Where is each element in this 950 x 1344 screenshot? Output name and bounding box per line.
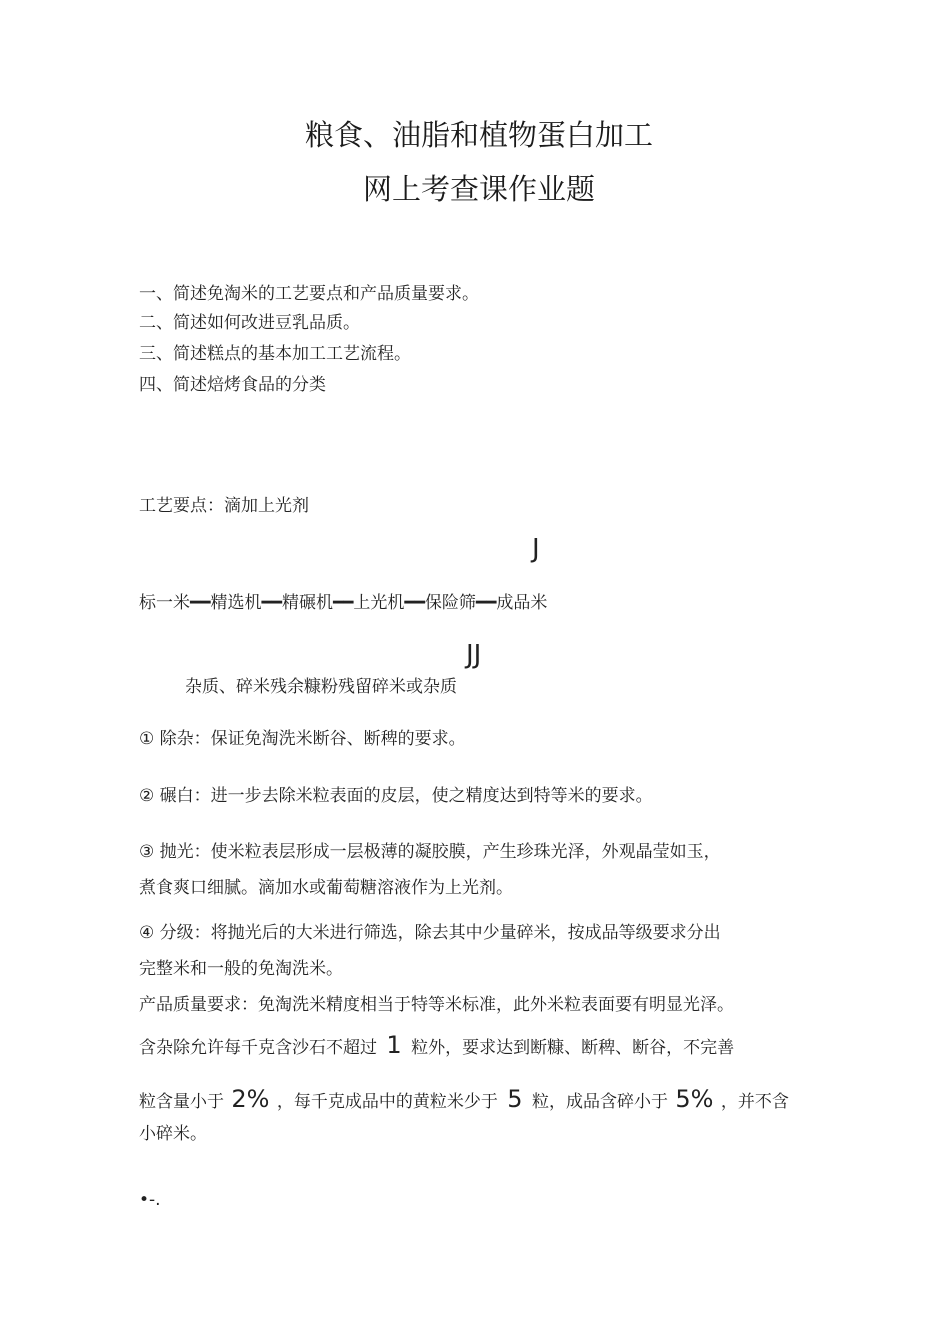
quality-line-2 [139, 1033, 734, 1057]
quality-number-3: 5 [507, 1085, 523, 1113]
quality-line-2-a: 含杂除允许每千克含沙石不超过 [139, 1038, 377, 1058]
process-flow: 标一米━━精选机━━精碾机━━上光机━━保险筛━━成品米 [139, 593, 548, 613]
step-1: ① 除杂：保证免淘洗米断谷、断稗的要求。 [139, 729, 466, 749]
question-4: 四、简述焙烤食品的分类 [139, 375, 326, 395]
question-1: 一、简述免淘米的工艺要点和产品质量要求。 [139, 284, 479, 304]
step-2: ② 碾白：进一步去除米粒表面的皮层，使之精度达到特等米的要求。 [139, 786, 653, 806]
question-3: 三、简述糕点的基本加工工艺流程。 [139, 344, 411, 364]
quality-line-3-d: ，并不含 [720, 1092, 789, 1112]
quality-line-4: 小碎米。 [139, 1124, 207, 1144]
quality-number-4: 5% [675, 1085, 714, 1113]
quality-line-2-b: 粒外，要求达到断糠、断稗、断谷，不完善 [411, 1038, 735, 1058]
step-3: ③ 抛光：使米粒表层形成一层极薄的凝胶膜，产生珍珠光泽，外观晶莹如玉， [139, 842, 721, 862]
quality-line-3 [139, 1087, 789, 1111]
quality-number-1: 1 [386, 1031, 402, 1059]
byproducts-line: 杂质、碎米残余糠粉残留碎米或杂质 [185, 677, 457, 697]
arrow-bottom: JJ [466, 640, 482, 670]
quality-line-3-a: 粒含量小于 [139, 1092, 224, 1112]
quality-line-3-c: 粒，成品含碎小于 [531, 1092, 668, 1112]
footer-mark: •-. [139, 1190, 161, 1210]
process-heading: 工艺要点：滴加上光剂 [139, 496, 309, 516]
arrow-top: J [532, 534, 540, 564]
title-line-2: 网上考查课作业题 [363, 172, 596, 206]
step-3-cont: 煮食爽口细腻。滴加水或葡萄糖溶液作为上光剂。 [139, 878, 513, 898]
title-line-1: 粮食、油脂和植物蛋白加工 [305, 118, 654, 152]
question-2: 二、简述如何改进豆乳品质。 [139, 313, 360, 333]
quality-line-1: 产品质量要求：免淘洗米精度相当于特等米标准，此外米粒表面要有明显光泽。 [139, 995, 734, 1015]
step-4: ④ 分级：将抛光后的大米进行筛选，除去其中少量碎米，按成品等级要求分出 [139, 923, 721, 943]
quality-line-3-b: ，每千克成品中的黄粒米少于 [276, 1092, 498, 1112]
step-4-cont: 完整米和一般的免淘洗米。 [139, 959, 343, 979]
quality-number-2: 2% [231, 1085, 270, 1113]
